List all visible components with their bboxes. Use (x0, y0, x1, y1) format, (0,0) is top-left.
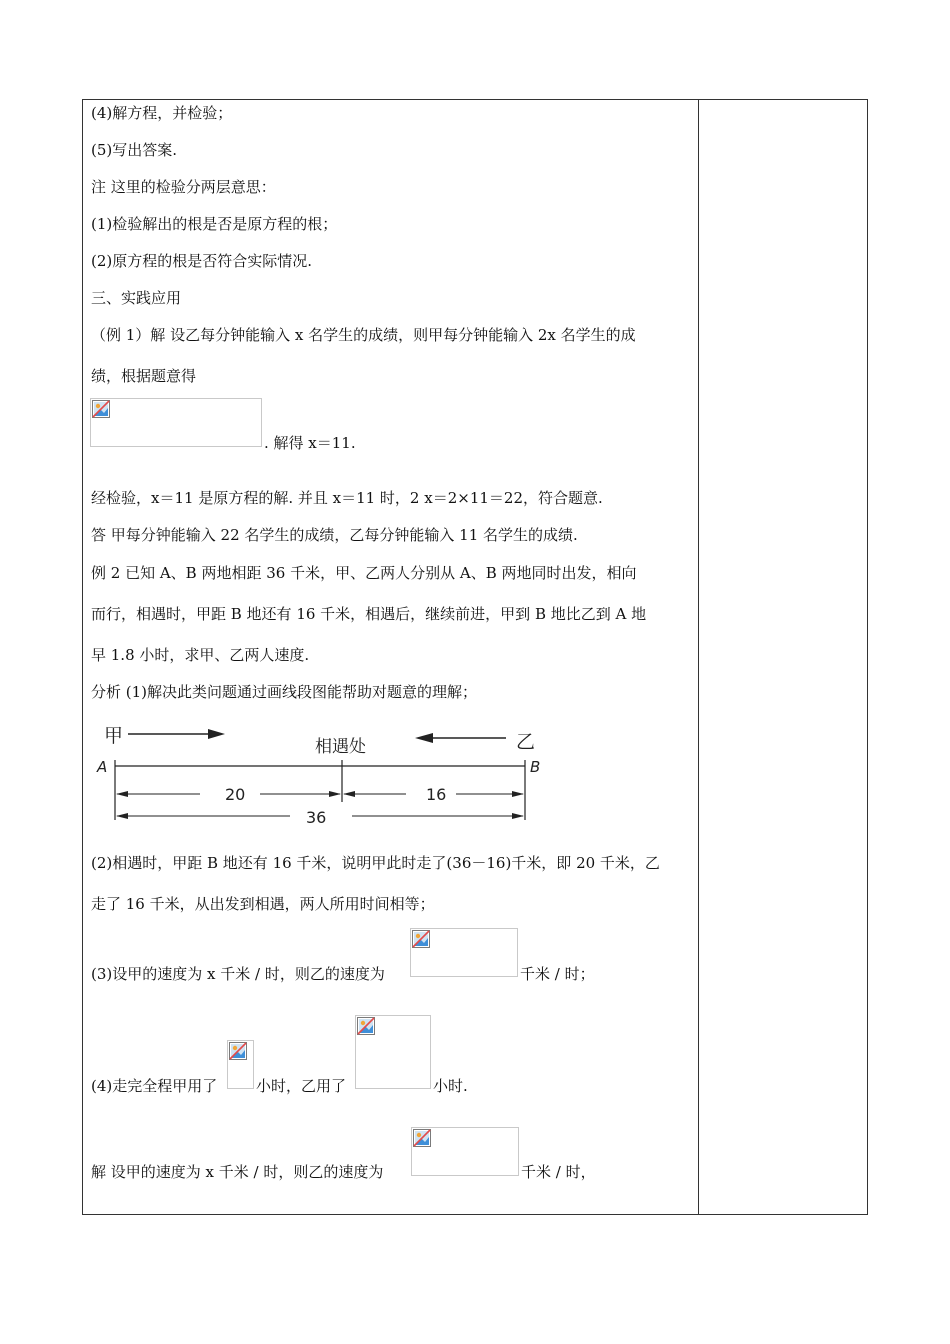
text-line: (1)检验解出的根是否是原方程的根； (91, 215, 338, 233)
text-line: 经检验，x＝11 是原方程的解. 并且 x＝11 时，2 x＝2×11＝22，符合题意. (91, 489, 603, 507)
text-line: （例 1）解 设乙每分钟能输入 x 名学生的成绩，则甲每分钟能输入 2x 名学生的成 (91, 326, 636, 344)
broken-image-icon (413, 1129, 431, 1147)
text-line: 例 2 已知 A、B 两地相距 36 千米，甲、乙两人分别从 A、B 两地同时出发，相向 (91, 564, 637, 582)
text-line: . 解得 x＝11. (264, 434, 356, 452)
text-line: 解 设甲的速度为 x 千米 / 时，则乙的速度为 (91, 1163, 384, 1181)
label-yi: 乙 (516, 731, 536, 753)
text-line: (2)相遇时，甲距 B 地还有 16 千米，说明甲此时走了(36－16)千米，即 20 千米，乙 (91, 854, 660, 872)
text-line: 答 甲每分钟能输入 22 名学生的成绩，乙每分钟能输入 11 名学生的成绩. (91, 526, 578, 544)
label-A: A (97, 758, 108, 776)
label-B: B (530, 758, 541, 776)
equation-image (411, 1127, 519, 1176)
broken-image-icon (229, 1042, 247, 1060)
text-line: 注 这里的检验分两层意思： (91, 178, 276, 196)
label-20: 20 (225, 785, 246, 804)
broken-image-icon (412, 930, 430, 948)
equation-image (227, 1040, 254, 1089)
text-line: (3)设甲的速度为 x 千米 / 时，则乙的速度为 (91, 965, 385, 983)
text-line: 走了 16 千米，从出发到相遇，两人所用时间相等； (91, 895, 435, 913)
column-divider (698, 99, 699, 1215)
text-line: 分析 (1)解决此类问题通过画线段图能帮助对题意的理解； (91, 683, 478, 701)
text-line: (4)走完全程甲用了 (91, 1077, 218, 1095)
label-jia: 甲 (104, 725, 124, 747)
text-line: (2)原方程的根是否符合实际情况. (91, 252, 313, 270)
text-line: (5)写出答案. (91, 141, 178, 159)
segment-diagram (90, 716, 550, 828)
text-line: 千米 / 时； (520, 965, 595, 983)
label-36: 36 (306, 808, 327, 827)
text-line: 而行，相遇时，甲距 B 地还有 16 千米，相遇后，继续前进，甲到 B 地比乙到 A 地 (91, 605, 647, 623)
label-16: 16 (426, 785, 447, 804)
equation-image (90, 398, 262, 447)
label-meet: 相遇处 (315, 737, 366, 757)
text-line: 早 1.8 小时，求甲、乙两人速度. (91, 646, 310, 664)
text-line: 千米 / 时， (521, 1163, 596, 1181)
text-line: 绩，根据题意得 (91, 367, 197, 385)
broken-image-icon (357, 1017, 375, 1035)
section-heading: 三、实践应用 (91, 289, 182, 307)
text-line: (4)解方程，并检验； (91, 104, 233, 122)
broken-image-icon (92, 400, 110, 418)
equation-image (355, 1015, 431, 1089)
text-line: 小时，乙用了 (256, 1077, 347, 1095)
text-line: 小时. (433, 1077, 468, 1095)
equation-image (410, 928, 518, 977)
